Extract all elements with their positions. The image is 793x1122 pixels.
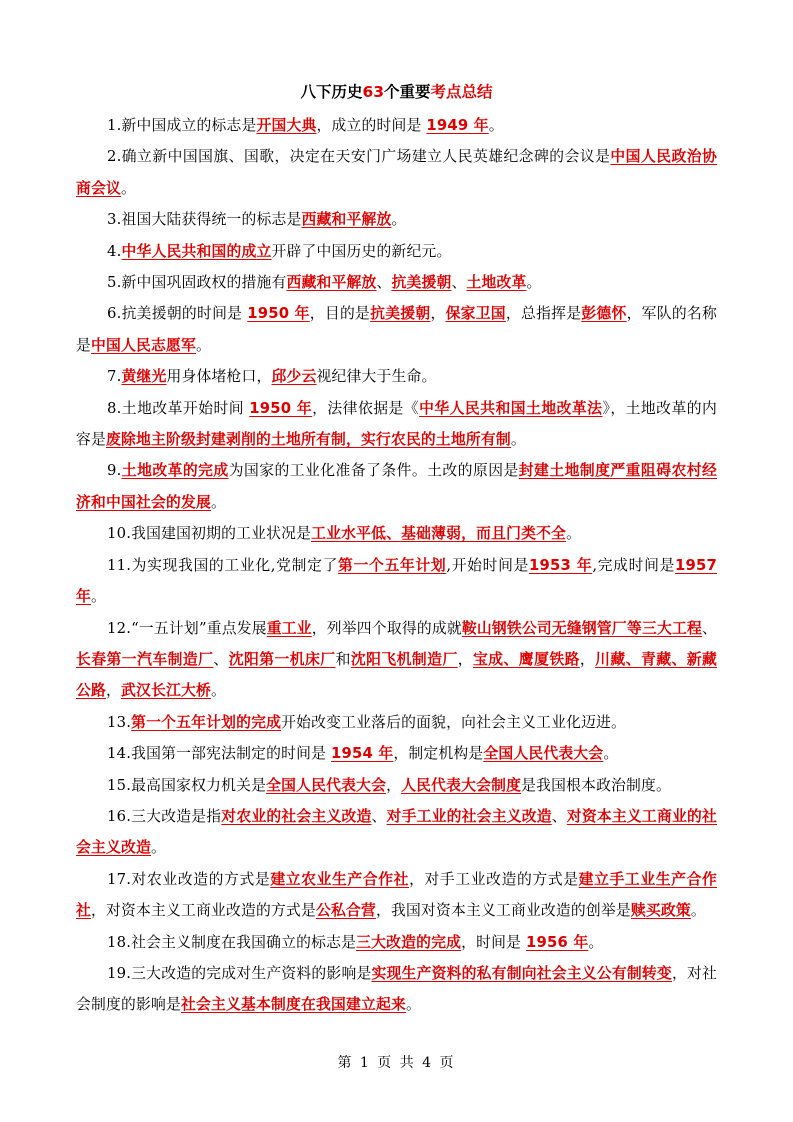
key-answer: 1957 年 [76,556,718,606]
key-answer: 公私合营 [315,902,376,920]
key-answer: 1950 年 [249,399,313,417]
exam-point [76,801,717,864]
point-text: 11.为实现我国的工业化,党制定了 [107,556,339,574]
exam-point [76,141,717,204]
point-text: 18.社会主义制度在我国确立的标志是 [107,933,357,951]
point-text: ，法律依据是《 [312,399,420,417]
exam-point [76,204,717,235]
point-text: 9. [107,462,122,480]
point-text: 10.我国建国初期的工业状况是 [107,525,312,543]
key-answer: 第一个五年计划 [338,556,447,574]
exam-point [76,927,717,958]
key-answer: 全国人民代表大会 [266,776,387,794]
exam-point [76,738,717,769]
point-text: ， [106,682,121,700]
key-answer: 抗美援朝 [391,274,452,292]
point-text: 、 [371,807,387,825]
key-answer: 彭德怀 [581,305,627,323]
point-text: ，总指挥是 [505,305,582,323]
key-answer: 西藏和平解放 [286,274,377,292]
exam-point [76,298,717,361]
point-text: 。 [91,588,106,606]
point-text: 开辟了中国历史的新纪元。 [271,242,452,260]
key-answer: 全国人民代表大会 [483,745,604,763]
point-text: ，成立的时间是 [316,117,427,134]
key-answer: 建立农业生产合作社 [270,870,410,888]
key-answer: 土地改革 [466,274,527,292]
key-answer: 黄继光 [121,368,167,386]
key-answer: 中华人民共和国的成立 [121,242,272,260]
page-footer: 第 1 页 共 4 页 [337,1055,456,1071]
point-text: 6.抗美援朝的时间是 [107,305,248,323]
key-answer: 西藏和平解放 [301,211,392,229]
key-answer: 川藏、青藏、新藏公路 [76,650,718,700]
document-title [0,80,793,102]
exam-point [76,707,717,738]
point-text: 1.新中国成立的标志是 [107,117,257,134]
title-part-1: 八下历史 [300,83,363,101]
key-answer: 实现生产资料的私有制向社会主义公有制转变 [371,964,672,982]
point-text: ， [386,776,402,794]
point-text: 13. [107,713,132,731]
point-text: 视纪律大于生命。 [316,368,437,386]
key-answer: 重工业 [266,619,312,637]
key-answer: 三大改造的完成 [356,933,462,951]
point-text: ，制定机构是 [393,745,484,763]
key-answer: 开国大典 [256,117,317,134]
title-part-3: 考点总结 [430,83,493,101]
key-answer: 工业水平低、基础薄弱，而且门类不全 [311,525,567,543]
key-answer: 中国人民政治协商会议 [76,148,717,197]
key-answer: 废除地主阶级封建剥削的土地所有制，实行农民的土地所有制 [106,431,511,449]
point-text: ，对社会制度的影响是 [76,964,717,1014]
title-number: 63 [362,83,385,101]
exam-point [76,361,717,392]
point-text: ，列举四个取得的成就 [311,619,462,637]
point-text: 3.祖国大陆获得统一的标志是 [107,211,302,229]
point-text: 。 [121,179,136,197]
point-text: 、 [551,807,567,825]
key-answer: 宝成、鹰厦铁路 [473,650,580,668]
key-answer: 鞍山钢铁公司无缝钢管厂等三大工程 [461,619,702,637]
point-text: ,开始时间是 [446,556,530,574]
key-answer: 1949 年 [426,117,489,134]
point-text: 、 [376,274,392,292]
key-answer: 对农业的社会主义改造 [221,807,372,825]
exam-point [76,864,717,927]
exam-point [76,550,717,613]
key-answer: 中华人民共和国土地改革法 [419,399,603,417]
point-text: ， [430,305,446,323]
key-answer: 建立手工业生产合作社 [76,870,718,920]
point-text: ， [579,650,596,668]
point-text: ， [457,650,473,668]
point-text: 17.对农业改造的方式是 [107,870,271,888]
point-text: 为国家的工业化准备了条件。土改的原因是 [228,462,519,480]
point-text: 。 [526,274,542,292]
point-text: 15.最高国家权力机关是 [107,776,267,794]
key-answer: 沈阳第一机床厂 [228,650,336,668]
key-answer: 抗美援朝 [370,305,431,323]
point-text: ，目的是 [309,305,371,323]
key-answer: 人民代表大会制度 [401,776,522,794]
exam-point [76,455,717,518]
key-answer: 中国人民志愿军 [91,336,196,354]
key-answer: 沈阳飞机制造厂 [350,650,458,668]
point-text: 5.新中国巩固政权的措施有 [107,274,287,292]
point-text: 。 [690,902,706,920]
point-text: ,完成时间是 [592,556,676,574]
key-answer: 保家卫国 [445,305,506,323]
point-text: 。 [510,431,526,449]
point-text: 、 [213,650,229,668]
point-text: 4. [107,242,122,260]
point-text: 。 [195,336,211,354]
point-text: 》，土地改革的内容是 [76,399,718,449]
point-text: 7. [107,368,122,386]
point-text: 2.确立新中国国旗、国歌，决定在天安门广场建立人民英雄纪念碑的会议是 [107,148,611,166]
exam-point [76,613,717,707]
key-answer: 1953 年 [529,556,593,574]
point-text: ，对资本主义工商业改造的方式是 [91,902,316,920]
point-text: 8.土地改革开始时间 [107,399,250,417]
point-text: 。 [588,933,604,951]
point-text: 。 [405,996,421,1014]
exam-point [76,958,717,1021]
point-text: 12.“一五计划”重点发展 [107,619,267,637]
key-answer: 武汉长江大桥 [121,682,211,700]
point-text: 。 [210,682,226,700]
key-answer: 长春第一汽车制造厂 [76,650,214,668]
point-text: ，我国对资本主义工商业改造的创举是 [375,902,631,920]
point-text: 是我国根本政治制度。 [521,776,672,794]
key-answer: 邱少云 [271,368,317,386]
point-text: 开始改变工业落后的面貌，向社会主义工业化迈进。 [281,713,627,731]
key-answer: 封建土地制度严重阻碍农村经济和中国社会的发展 [76,462,717,511]
key-answer: 赎买政策 [630,902,691,920]
key-answer: 第一个五年计划的完成 [131,713,282,731]
exam-point [76,770,717,801]
exam-point [76,518,717,549]
point-text: 、 [701,619,717,637]
exam-point [76,393,717,456]
point-text: 。 [603,745,619,763]
point-text: 。 [151,839,166,857]
key-answer: 对手工业的社会主义改造 [386,807,552,825]
point-text: 19.三大改造的完成对生产资料的影响是 [107,964,372,982]
point-text: 。 [391,211,407,229]
point-text: 。 [566,525,582,543]
exam-point [76,110,717,141]
exam-point [76,267,717,298]
point-text: ，对手工业改造的方式是 [409,870,579,888]
point-text: 。 [210,493,226,511]
point-text: 14.我国第一部宪法制定的时间是 [107,745,331,763]
key-answer: 社会主义基本制度在我国建立起来 [180,996,406,1014]
exam-point-list [76,110,717,1021]
key-answer: 1950 年 [247,305,310,323]
point-text: 、 [451,274,467,292]
key-answer: 土地改革的完成 [121,462,229,480]
point-text: 和 [335,650,351,668]
point-text: ，时间是 [461,933,526,951]
point-text: 用身体堵枪口， [166,368,272,386]
point-text: 。 [488,117,504,134]
point-text: 16.三大改造是指 [107,807,222,825]
key-answer: 1956 年 [525,933,589,951]
key-answer: 1954 年 [331,745,394,763]
point-text: ，军队的名称是 [76,305,717,354]
title-part-2: 个重要 [384,83,431,101]
exam-point [76,236,717,267]
key-answer: 对资本主义工商业的社会主义改造 [76,807,717,857]
